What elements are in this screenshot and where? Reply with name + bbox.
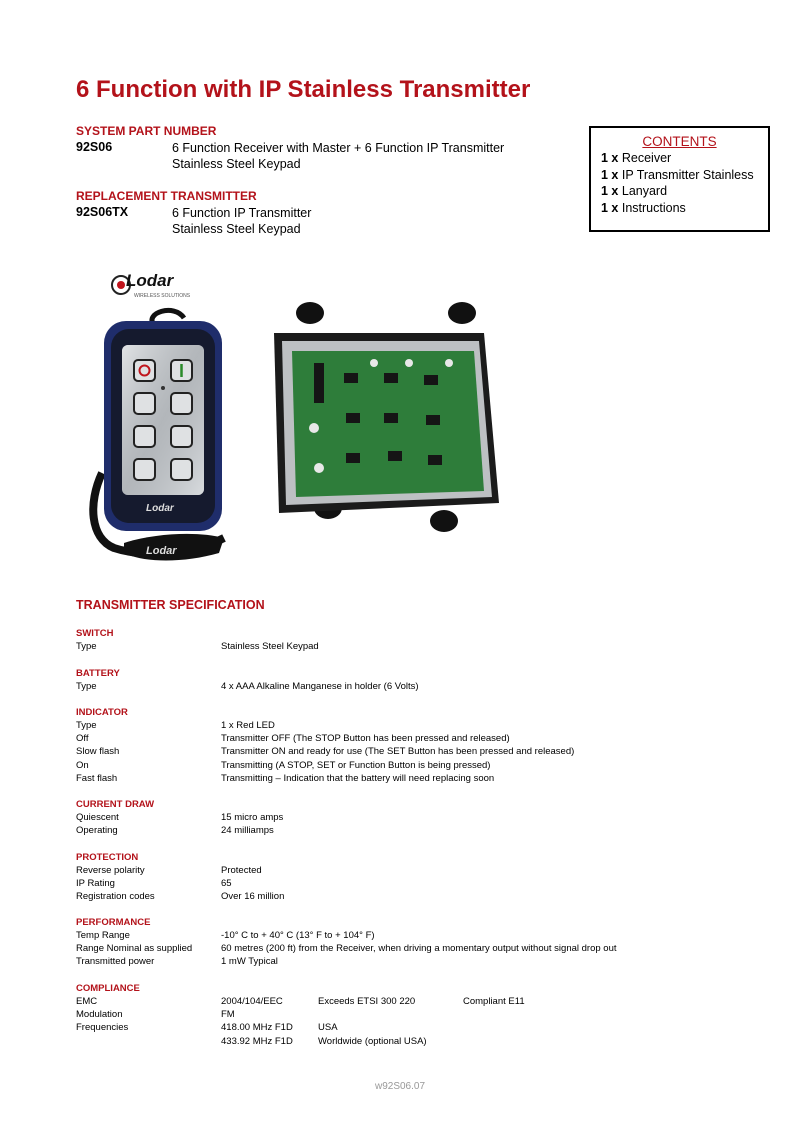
transmitter-fob <box>104 321 222 531</box>
spec-row: Modulation FM <box>76 1009 235 1021</box>
group-heading: CURRENT DRAW <box>76 799 155 810</box>
spec-group-battery <box>76 667 736 693</box>
group-heading: BATTERY <box>76 668 120 679</box>
contents-item: 1 x IP Transmitter Stainless <box>601 167 754 182</box>
spec-row: Type 1 x Red LED <box>76 720 275 731</box>
group-heading: SWITCH <box>76 628 114 639</box>
contents-title: CONTENTS <box>642 134 717 149</box>
spec-row: 433.92 MHz F1D Worldwide (optional USA) <box>221 1035 427 1047</box>
lodar-logo <box>112 271 191 299</box>
group-heading: INDICATOR <box>76 707 128 718</box>
spec-row: Range Nominal as supplied 60 metres (200 ft) from the Receiver, when driving a momentary output without signal drop out <box>76 943 617 955</box>
system-part-desc-line1: 6 Function Receiver with Master + 6 Function IP Transmitter <box>172 141 505 155</box>
spec-row: Transmitted power 1 mW Typical <box>76 956 278 968</box>
spec-group-current-draw <box>76 798 736 837</box>
page-title: 6 Function with IP Stainless Transmitter <box>76 76 531 103</box>
svg-text:WIRELESS SOLUTIONS: WIRELESS SOLUTIONS <box>134 293 191 299</box>
spec-group-compliance <box>76 982 736 1048</box>
spec-row: Frequencies 418.00 MHz F1D USA <box>76 1022 338 1034</box>
spec-row: Temp Range -10° C to + 40° C (13° F to + 104° F) <box>76 930 375 941</box>
spec-row: Slow flash Transmitter ON and ready for use (The SET Button has been pressed and released) <box>76 746 575 758</box>
receiver-unit <box>274 302 499 532</box>
replacement-desc <box>172 205 311 237</box>
spec-row: Fast flash Transmitting – Indication that the battery will need replacing soon <box>76 772 495 784</box>
spec-title: TRANSMITTER SPECIFICATION <box>76 598 265 612</box>
system-part-desc-line2: Stainless Steel Keypad <box>172 157 301 171</box>
svg-text:Lodar: Lodar <box>146 503 174 514</box>
spec-row: Quiescent 15 micro amps <box>76 812 284 823</box>
contents-box <box>589 126 770 232</box>
replacement-row <box>76 205 311 237</box>
spec-row: On Transmitting (A STOP, SET or Function Button is being pressed) <box>76 759 491 771</box>
spec-row: Registration codes Over 16 million <box>76 891 285 903</box>
group-heading: PROTECTION <box>76 852 139 863</box>
system-part-heading: SYSTEM PART NUMBER <box>76 124 217 138</box>
spec-row: Operating 24 milliamps <box>76 825 274 837</box>
spec-row: Off Transmitter OFF (The STOP Button has been pressed and released) <box>76 733 510 745</box>
spec-group-switch <box>76 627 736 653</box>
spec-group-indicator <box>76 706 736 785</box>
contents-item: 1 x Instructions <box>601 200 686 215</box>
spec-group-protection <box>76 851 736 904</box>
system-part-desc <box>172 140 504 172</box>
spec-row: Type Stainless Steel Keypad <box>76 641 319 652</box>
spec-row: Type 4 x AAA Alkaline Manganese in holder (6 Volts) <box>76 681 419 692</box>
document-code: w92S06.07 <box>374 1081 426 1092</box>
replacement-desc-line2: Stainless Steel Keypad <box>172 222 301 236</box>
product-photo <box>84 263 514 583</box>
svg-text:Lodar: Lodar <box>126 271 174 290</box>
svg-text:Lodar: Lodar <box>146 545 177 557</box>
group-heading: PERFORMANCE <box>76 917 151 928</box>
replacement-heading: REPLACEMENT TRANSMITTER <box>76 189 257 203</box>
group-heading: COMPLIANCE <box>76 983 140 994</box>
replacement-desc-line1: 6 Function IP Transmitter <box>172 206 312 220</box>
system-part-code: 92S06 <box>76 140 113 154</box>
spec-row: Reverse polarity Protected <box>76 865 262 876</box>
spec-group-performance <box>76 916 736 969</box>
replacement-code: 92S06TX <box>76 205 129 219</box>
system-part-row <box>76 140 504 172</box>
spec-row: EMC 2004/104/EEC Exceeds ETSI 300 220 Compliant E11 <box>76 996 525 1007</box>
contents-item: 1 x Lanyard <box>601 184 668 198</box>
contents-item: 1 x Receiver <box>601 151 672 165</box>
spec-row: IP Rating 65 <box>76 878 232 890</box>
